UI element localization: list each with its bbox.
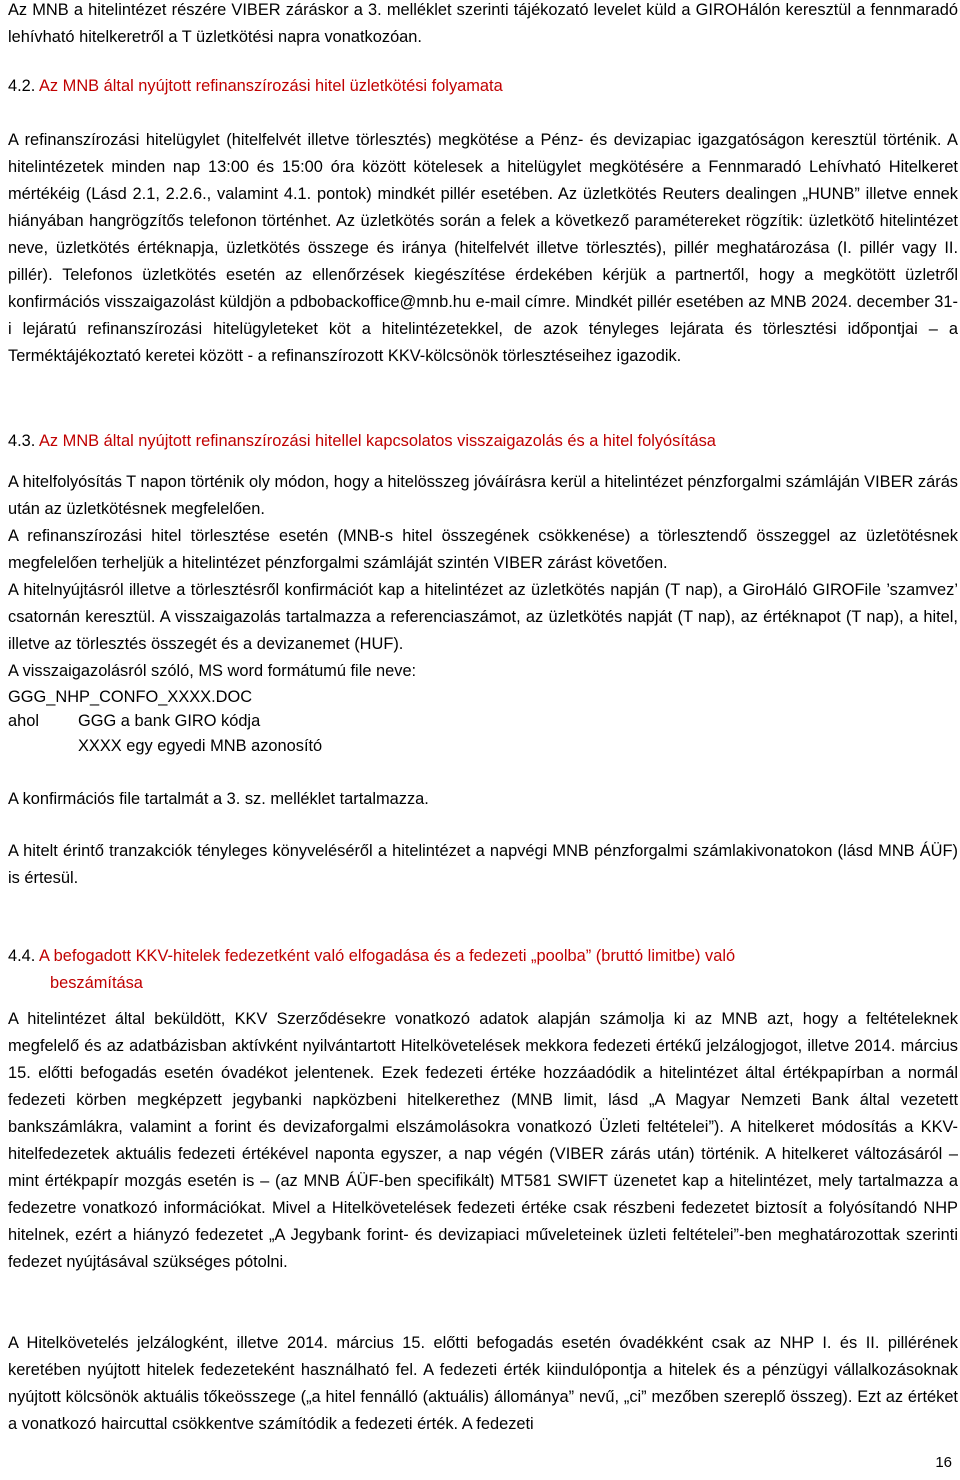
section-4-3-heading xyxy=(8,428,958,455)
section-4-2-heading xyxy=(8,73,958,100)
section-number: 4.2. xyxy=(8,77,36,95)
definition-row xyxy=(8,734,958,759)
definition-label: ahol xyxy=(8,712,39,730)
paragraph: A hitelnyújtásról illetve a törlesztésről konfirmációt kap a hitelintézet az üzletkötés napján (T nap), a GiroHáló GIROFile ’szamvez’ csatornán keresztül. A visszaigazolás tartalmazza a referenciaszámot, az üzletkötés napját (T nap), az értéknapot (T nap), a hitel, illetve az törlesztés összegét és a devizanemet (HUF). xyxy=(8,581,958,653)
section-number: 4.3. xyxy=(8,432,36,450)
section-number: 4.4. xyxy=(8,947,36,965)
section-4-3-body xyxy=(8,469,958,759)
section-4-3-tail xyxy=(8,786,958,813)
file-name: GGG_NHP_CONFO_XXXX.DOC xyxy=(8,688,253,706)
section-title: A befogadott KKV-hitelek fedezetként való elfogadása és a fedezeti „poolba” (bruttó limitbe) való xyxy=(39,947,736,965)
definition-text: XXXX egy egyedi MNB azonosító xyxy=(78,737,323,755)
section-4-4-paragraph-1: A hitelintézet által beküldött, KKV Szerződésekre vonatkozó adatok alapján számolja ki az MNB azt, hogy a feltételeknek megfelelő és az adatbázisban aktívként nyilvántartott Hitelkövetelések mekkora fedezeti értékű jelzálogjogot, illetve 2014. március 15. előtti befogadás esetén óvadékot jelentenek. Ezek fedezeti értéke hozzáadódik a hitelintézet által értékpapírban a normál fedezeti körben megképzett jegybanki napközbeni hitelkerethez (MNB limit, lásd „A Magyar Nemzeti Bank által vezetett bankszámlákra, valamint a forint és devizaforgalmi elszámolásokra vonatkozó Üzleti feltételei”). A hitelkeret módosítás a KKV-hitelfedezetek aktuális fedezeti értékével naponta egyszer, a nap végén (VIBER zárás után) történik. A hitelkeret változásáról – mint értékpapír mozgás esetén is – (az MNB ÁÜF-ben specifikált) MT581 SWIFT üzenetet kap a hitelintézet, mely tartalmazza a fedezetre vonatkozó információkat. Mivel a Hitelkövetelések fedezeti értéke csak részbeni fedezetet biztosít a folyósítandó NHP hitelnek, ezért a hiányzó fedezetet „A Jegybank forint- és devizapiaci műveleteinek üzleti feltételei”-ben meghatározottak szerinti fedezet nyújtásával szükséges pótolni. xyxy=(8,1010,958,1271)
paragraph: A hitelfolyósítás T napon történik oly módon, hogy a hitelösszeg jóváírásra kerül a hitelintézet pénzforgalmi számláján VIBER zárás után az üzletkötésnek megfelelően. xyxy=(8,473,958,518)
page-number: 16 xyxy=(935,1454,952,1471)
paragraph: A refinanszírozási hitel törlesztése esetén (MNB-s hitel összegének csökkenése) a törlesztendő összeggel az üzletötésnek megfelelően terheljük a hitelintézet pénzforgalmi számláját szintén VIBER zárást követően. xyxy=(8,527,958,572)
section-title: Az MNB által nyújtott refinanszírozási hitellel kapcsolatos visszaigazolás és a hitel folyósítása xyxy=(39,432,716,450)
section-4-2-paragraph: A refinanszírozási hitelügylet (hitelfelvét illetve törlesztés) megkötése a Pénz- és devizapiac igazgatóságon keresztül történik. A hitelintézetek minden nap 13:00 és 15:00 óra között kötelesek a hitelügylet megkötésére a Fennmaradó Lehívható Hitelkeret mértékéig (Lásd 2.1, 2.2.6., valamint 4.1. pontok) mindkét pillér esetében. Az üzletkötés Reuters dealingen „HUNB” illetve ennek hiányában hangrögzítős telefonon történhet. Az üzletkötés során a felek a következő paramétereket rögzítik: üzletkötő hitelintézet neve, üzletkötés értéknapja, üzletkötés összege és iránya (hitelfelvét illetve törlesztés), pillér meghatározása (I. pillér vagy II. pillér). Telefonos üzletkötés esetén az ellenőrzések kiegészítése érdekében kérjük a partnertől, hogy a megkötött üzletről konfirmációs visszaigazolást küldjön a pdbobackoffice@mnb.hu e-mail címre. Mindkét pillér esetében az MNB 2024. december 31-i lejáratú refinanszírozási hitelügyleteket köt a hitelintézetekkel, de azok tényleges lejárata és törlesztési időpontjai – a Terméktájékoztató keretei között - a refinanszírozott KKV-kölcsönök törlesztéseihez igazodik. xyxy=(8,131,958,365)
section-4-4-paragraph-2: A Hitelkövetelés jelzálogként, illetve 2014. március 15. előtti befogadás esetén óvadékként csak az NHP I. és II. pillérének keretében nyújtott hitelek fedezeteként használható fel. A fedezeti érték kiindulópontja a hitelek és a pénzügyi vállalkozásoknak nyújtott kölcsönök aktuális tőkeösszege („a hitel fennálló (aktuális) állománya” nevű, „ci” mezőben szereplő összeg). Ezt az értéket a vonatkozó haircuttal csökkentve számítódik a fedezeti érték. A fedezeti xyxy=(8,1334,958,1433)
paragraph: A hitelt érintő tranzakciók tényleges könyveléséről a hitelintézet a napvégi MNB pénzforgalmi számlakivonatokon (lásd MNB ÁÜF) is értesül. xyxy=(8,842,958,887)
section-4-4-heading xyxy=(8,943,958,997)
definition-text: GGG a bank GIRO kódja xyxy=(78,712,261,730)
paragraph: A visszaigazolásról szóló, MS word formátumú file neve: xyxy=(8,662,417,680)
intro-paragraph: Az MNB a hitelintézet részére VIBER záráskor a 3. melléklet szerinti tájékozató levelet küld a GIROHálón keresztül a fennmaradó lehívható hitelkeretről a T üzletkötési napra vonatkozóan. xyxy=(8,1,958,46)
definition-row xyxy=(8,709,958,734)
section-title-continuation: beszámítása xyxy=(50,974,143,992)
section-title: Az MNB által nyújtott refinanszírozási hitel üzletkötési folyamata xyxy=(39,77,503,95)
section-4-3-tail-2 xyxy=(8,838,958,892)
paragraph: A konfirmációs file tartalmát a 3. sz. melléklet tartalmazza. xyxy=(8,790,429,808)
